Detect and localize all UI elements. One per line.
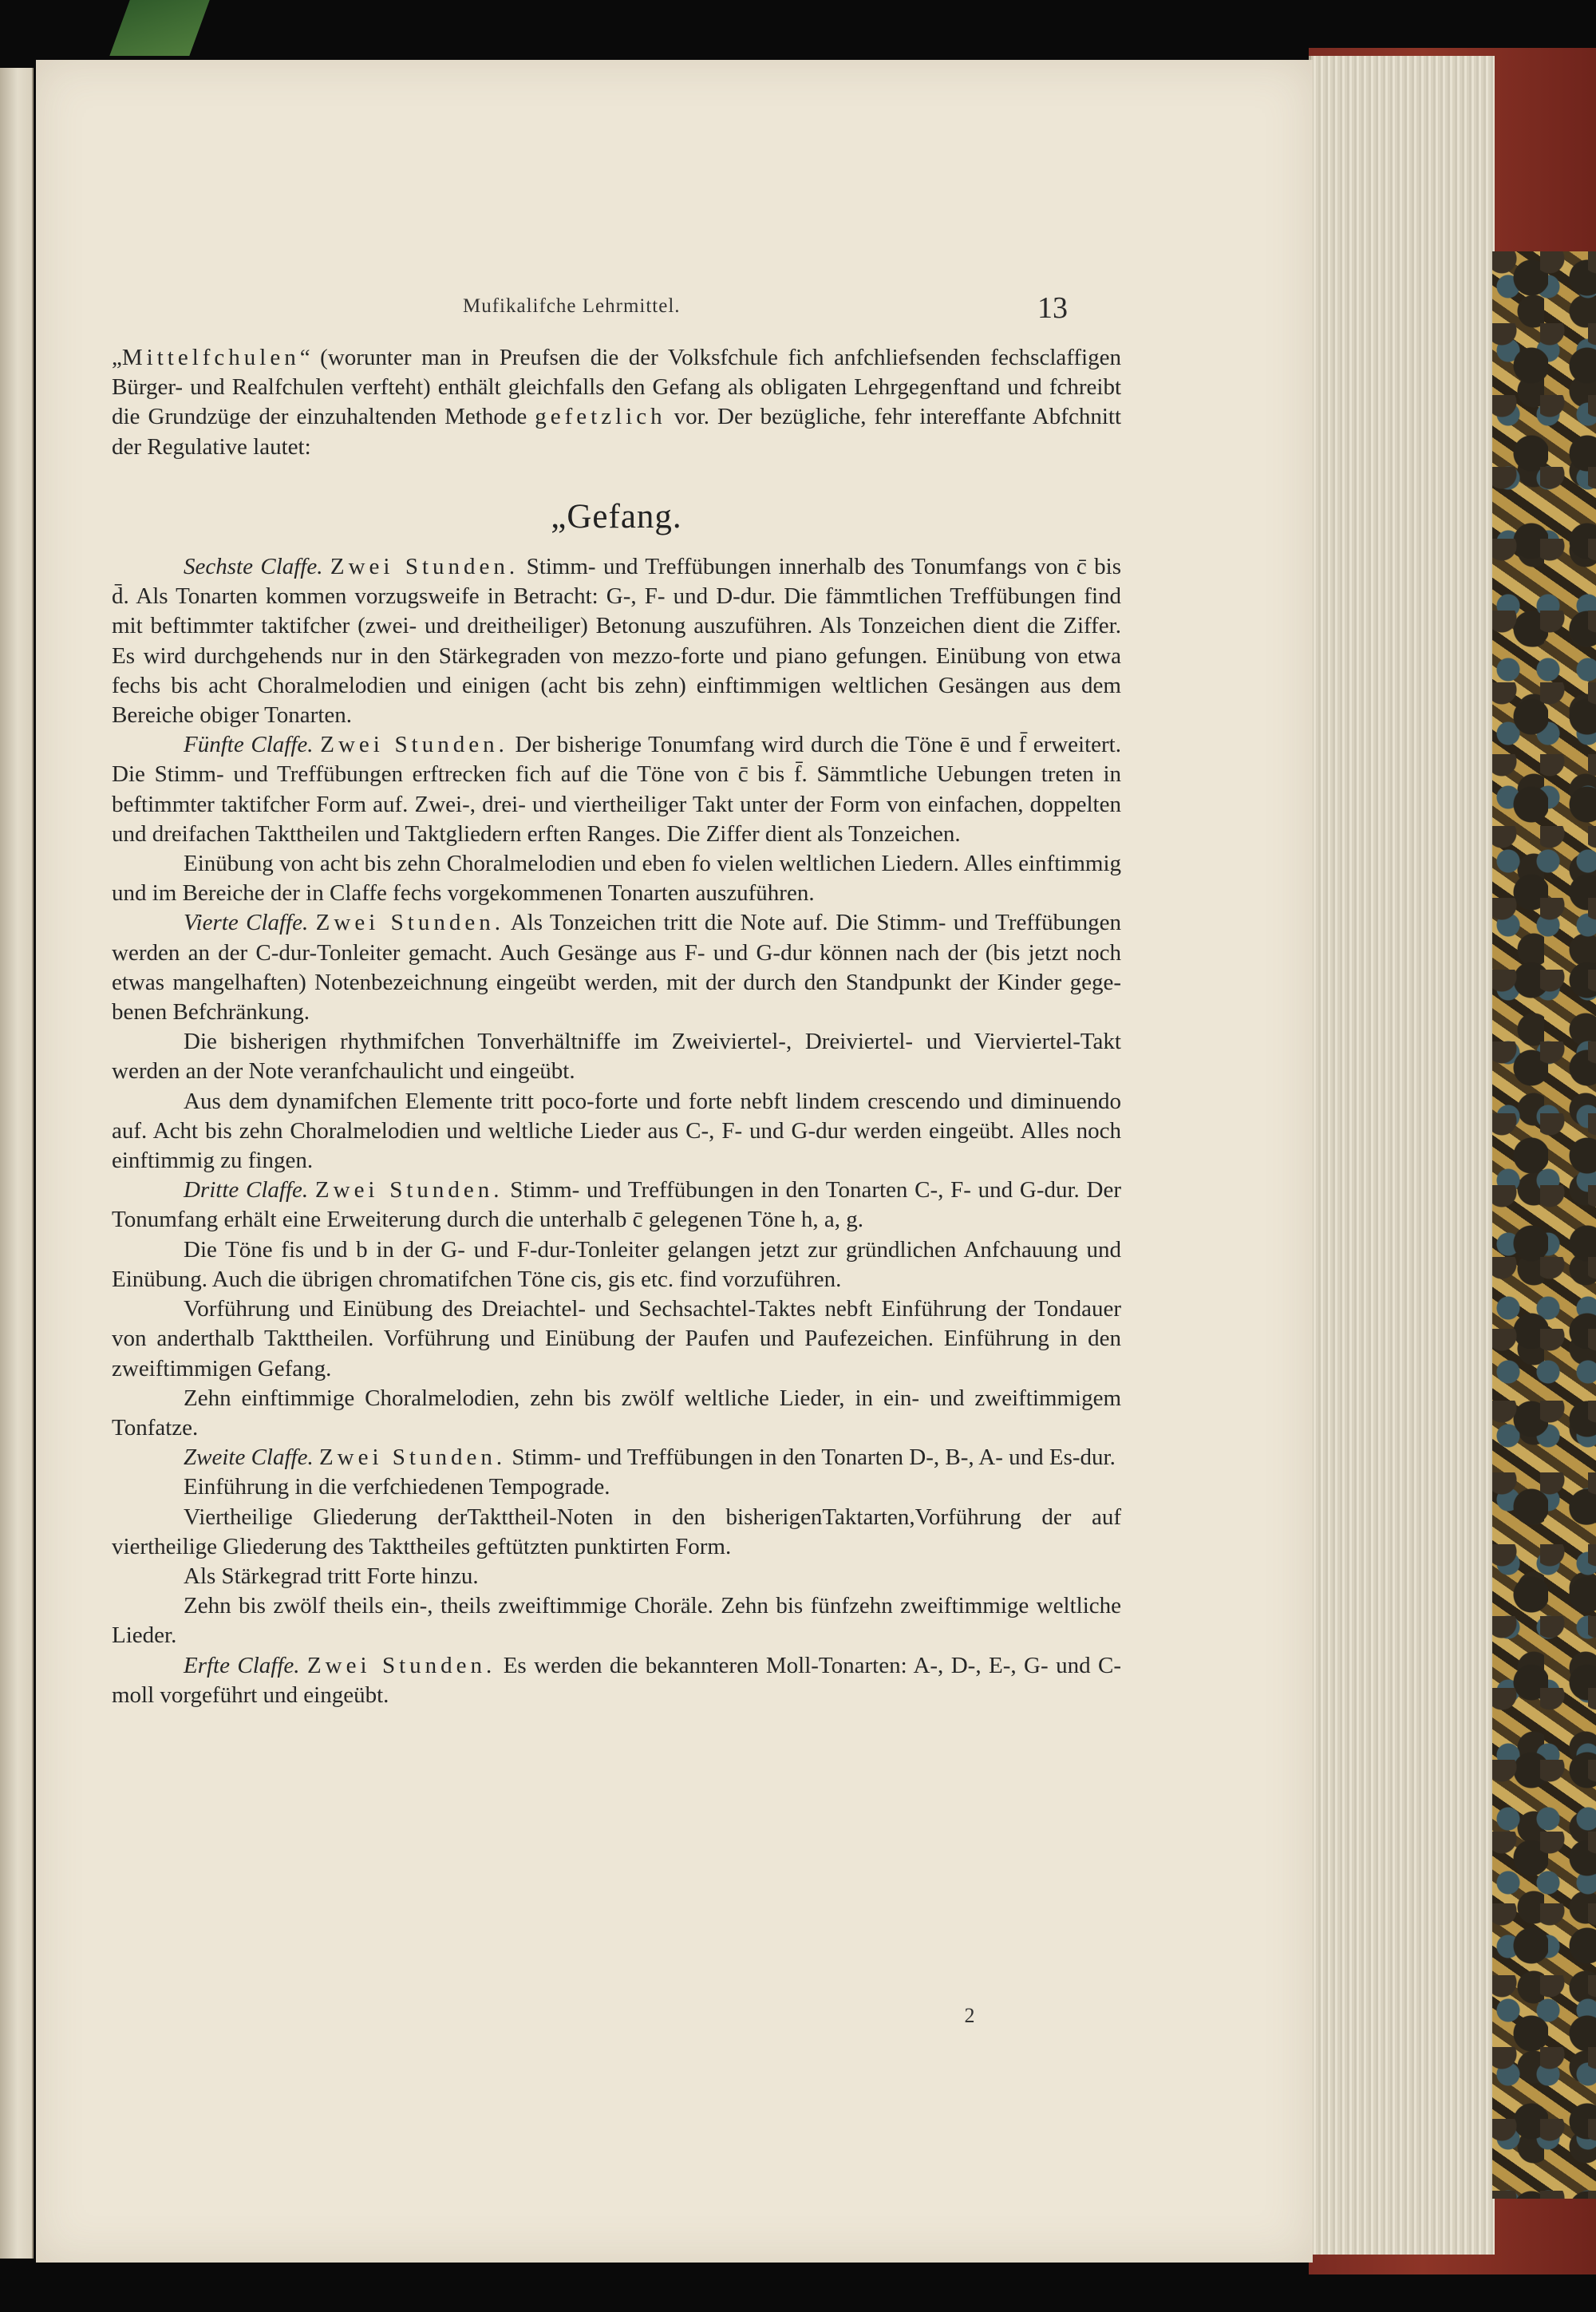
intro-paragraph: „Mittelfchulen“ (worunter man in Preufsen die der Volksfchule fich anfchliefsenden fechsclaffigen Bürger- und Realfchulen verfteht) enthält gleichfalls den Gefang als obligaten Lehrgegenftand und fchreibt die Grundzüge der einzuhaltenden Methode gefetzlich vor. Der bezügliche, fehr intereffante Abfchnitt der Regulative lautet: <box>112 345 1121 460</box>
class-two-paragraph: Zweite Claffe. Zwei Stunden. Stimm- und Treffübungen in den Tonarten D-, B-, A- und Es-dur. <box>184 1445 1116 1471</box>
class-two-paragraph-4: Als Stärkegrad tritt Forte hinzu. <box>184 1563 479 1589</box>
section-heading: „Gefang. <box>551 497 682 536</box>
signature-mark: 2 <box>964 2004 975 2027</box>
body-text <box>112 343 1121 1710</box>
class-one-paragraph: Erfte Claffe. Zwei Stunden. Es werden die bekannteren Moll-Tonarten: A-, D-, E-, G- und C-moll vorgeführt und eingeübt. <box>112 1652 1121 1708</box>
class-three-paragraph-2: Die Töne fis und b in der G- und F-dur-Tonleiter gelangen jetzt zur gründlichen Anfchauung und Einübung. Auch die übrigen chromatifchen Töne cis, gis etc. find vorzuführen. <box>112 1236 1121 1292</box>
spaced-term: Mittelfchulen <box>121 345 300 370</box>
class-five-paragraph: Fünfte Claffe. Zwei Stunden. Der bisherige Tonumfang wird durch die Töne ē und f̄ erweitert. Die Stimm- und Treffübungen erftrecken fich auf die Töne von c̄ bis f̄. Sämmtliche Uebungen treten in beftimmter taktifcher Form auf. Zwei-, drei- und viertheiliger Takt unter der Form von einfachen, doppelten und dreifachen Takttheilen und Taktgliedern erften Ranges. Die Ziffer dient als Tonzeichen. <box>112 732 1121 847</box>
page-number: 13 <box>1037 291 1068 325</box>
class-three-paragraph: Dritte Claffe. Zwei Stunden. Stimm- und Treffübungen in den Tonarten C-, F- und G-dur. Der Tonumfang erhält eine Erweiterung durch die unterhalb c̄ gelegenen Töne h, a, g. <box>112 1177 1122 1233</box>
class-four-paragraph-2: Die bisherigen rhythmifchen Tonverhältniffe im Zweiviertel-, Dreiviertel- und Vierviertel-Takt werden an der Note veranfchaulicht und eingeübt. <box>112 1029 1121 1085</box>
previous-page-edge <box>0 68 34 2259</box>
class-four-paragraph-3: Aus dem dynamifchen Elemente tritt poco-forte und forte nebft lindem crescendo und diminuendo auf. Acht bis zehn Choralmelodien und weltliche Lieder aus C-, F- und G-dur werden eingeübt. Alles noch einftimmig zu fingen. <box>112 1088 1121 1174</box>
class-three-paragraph-3: Vorführung und Einübung des Dreiachtel- und Sechsachtel-Taktes nebft Einführung der Tondauer von anderthalb Takttheilen. Vorführung und Einübung der Paufen und Paufezeichen. Einführung in den zweiftimmigen Gefang. <box>112 1296 1121 1381</box>
class-five-paragraph-2: Einübung von acht bis zehn Choralmelodien und eben fo vielen weltlichen Liedern. Alles einftimmig und im Bereiche der in Claffe fechs vorgekommenen Tonarten auszuführen. <box>112 851 1121 907</box>
bookmark-ribbon <box>109 0 209 56</box>
book-page <box>36 60 1313 2263</box>
running-head <box>36 290 1313 325</box>
class-six-paragraph: Sechste Claffe. Zwei Stunden. Stimm- und Treffübungen innerhalb des Tonumfangs von c̄ bis d̄. Als Tonarten kommen vorzugsweife in Betracht: G-, F- und D-dur. Die fämmtlichen Treffübungen find mit beftimmter taktifcher (zwei- und dreitheiliger) Betonung auszuführen. Als Tonzeichen dient die Ziffer. Es wird durchgehends nur in den Stärkegraden von mezzo-forte und piano gefungen. Einübung von etwa fechs bis acht Choralmelodien und einigen (acht bis zehn) einftimmigen weltlichen Gesängen aus dem Bereiche obiger Tonarten. <box>112 554 1121 729</box>
class-two-paragraph-2: Einführung in die verfchiedenen Tempograde. <box>184 1474 610 1500</box>
page-block-edge <box>1309 56 1495 2255</box>
running-head-title: Mufikalifche Lehrmittel. <box>463 295 681 317</box>
class-two-paragraph-3: Viertheilige Gliederung derTakttheil-Noten in den bisherigenTaktarten,Vorführung der auf viertheilige Gliederung des Takttheiles geftützten punktirten Form. <box>112 1504 1121 1559</box>
class-two-paragraph-5: Zehn bis zwölf theils ein-, theils zweiftimmige Choräle. Zehn bis fünfzehn zweiftimmige weltliche Lieder. <box>112 1593 1121 1649</box>
class-three-paragraph-4: Zehn einftimmige Choralmelodien, zehn bis zwölf weltliche Lieder, in ein- und zweiftimmigem Tonfatze. <box>112 1385 1121 1441</box>
class-four-paragraph: Vierte Claffe. Zwei Stunden. Als Tonzeichen tritt die Note auf. Die Stimm- und Treffübungen werden an der C-dur-Tonleiter gemacht. Auch Gesänge aus F- und G-dur können nach der (bis jetzt noch etwas mangelhaften) Notenbezeichnung eingeübt werden, mit der durch den Standpunkt der Kinder gegebenen Befchränkung. <box>112 910 1122 1026</box>
marbled-endpaper <box>1492 251 1596 2199</box>
